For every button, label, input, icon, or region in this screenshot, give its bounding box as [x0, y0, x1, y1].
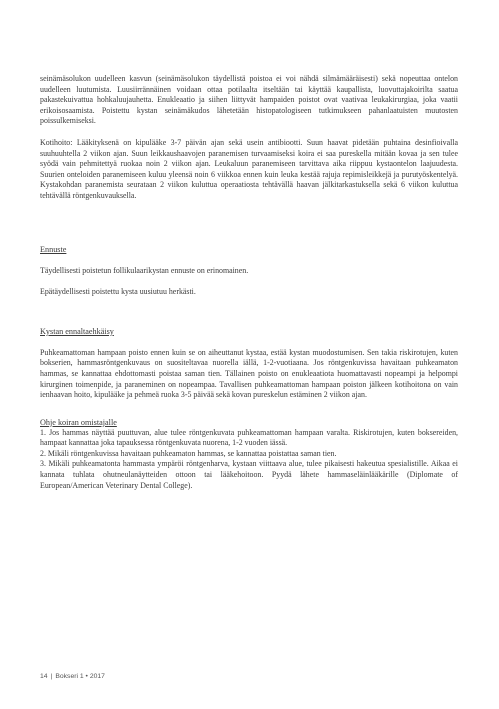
prognosis-paragraph-1: Täydellisesti poistetun follikulaarikystan ennuste on erinomainen.: [40, 265, 249, 275]
publication-name: Bokseri 1 • 2017: [55, 673, 105, 680]
prevention-heading: Kystan ennaltaehkäisy: [40, 326, 114, 336]
owner-instruction-item: 3. Mikäli puhkeamatonta hammasta ympäröi röntgenharva, kystaan viittaava alue, tulee pikaisesti hakeutua spesialistille. Aikaa ei kannata tuhlata ohutneulanäytteiden ottoon tai lääkehoitoon. Pyydä lähete hammaseläinlääkärille (Diplomate of European/American Veterinary Dental College).: [40, 459, 458, 490]
page-number: 14: [40, 673, 48, 680]
owner-instructions-section: [40, 417, 458, 492]
footer-separator: |: [50, 673, 53, 680]
article-body: [40, 74, 458, 491]
page-footer: [40, 673, 105, 680]
prognosis-section: [40, 244, 458, 298]
intro-paragraph-2: Kotihoito: Lääkityksenä on kipulääke 3-7 päivän ajan sekä usein antibiootti. Suun haavat pidetään puhtaina desinfioivalla suuhuuhtella 2 viikon ajan. Suun leikkaushaavojen paranemisen turvaamiseksi koira ei saa pureskella mitään kovaa ja sen tulee syödä vain pehmitettyä ruokaa noin 2 viikon ajan. Leukaluun paranemiseen tarvittava aika riippuu kystaontelon laajuudesta. Suurien onteloiden paranemiseen kuluu yleensä noin 6 viikkoa ennen kuin leuka kestää rajuja repimisleikkejä ja purutyöskentelyä. Kystakohdan paranemista seurataan 2 viikon kuluttua operaatiosta tehtävällä haavan jälkitarkastuksella sekä 6 viikon kuluttua tehtävällä röntgenkuvauksella.: [40, 137, 458, 200]
prevention-section: [40, 326, 458, 401]
owner-instructions-heading: Ohje koiran omistajalle: [40, 417, 117, 427]
owner-instruction-item: 1. Jos hammas näyttää puuttuvan, alue tulee röntgenkuvata puhkeamattoman hampaan varalta. Riskirotujen, kuten boksereiden, hampaat kannattaa joka tapauksessa röntgenkuvata nuorena, 1-2 vuoden iässä.: [40, 427, 458, 448]
prognosis-heading: Ennuste: [40, 244, 67, 254]
prevention-paragraph: Puhkeamattoman hampaan poisto ennen kuin se on aiheuttanut kystaa, estää kystan muodostumisen. Sen takia riskirotujen, kuten bokserien, hammasröntgenkuvaus on suositeltavaa nuorella iällä, 1-2-vuotiaana. Jos röntgenkuvissa havaitaan puhkeamaton hammas, se kannattaa ehdottomasti poistaa saman tien. Tällainen poisto on enukleaatiota huomattavasti nopeampi ja helpompi kirurginen toimenpide, ja paraneminen on nopeampaa. Tavallisen puhkeamattoman hampaan poiston jälkeen kotihoitona on vain ienhaavan hoito, kipulääke ja pehmeä ruoka 3-5 päivää sekä kovan pureskelun estäminen 2 viikon ajan.: [40, 347, 458, 400]
intro-paragraph-1: seinämäsolukon uudelleen kasvun (seinämäsolukon täydellistä poistoa ei voi nähdä silmämääräisesti) sekä nopeuttaa ontelon uudelleen luutumista. Luusiirrännäinen voidaan ottaa potilaalta itseltään tai käyttää kaupallista, luovuttajakoirilta saatua pakastekuivattua hohkaluujauhetta. Enukleaatio ja siihen liittyvät hampaiden poistot ovat vaativaa leukakirurgiaa, joka vaatii erikoisosaamista. Poistettu kystan seinämäkudos lähetetään histopatologiseen tutkimukseen pahanlaatuisten muutosten poissulkemiseksi.: [40, 74, 458, 126]
owner-instruction-item: 2. Mikäli röntgenkuvissa havaitaan puhkeamaton hammas, se kannattaa poistattaa saman tien.: [40, 448, 337, 458]
prognosis-paragraph-2: Epätäydellisesti poistettu kysta uusiutuu herkästi.: [40, 287, 196, 297]
